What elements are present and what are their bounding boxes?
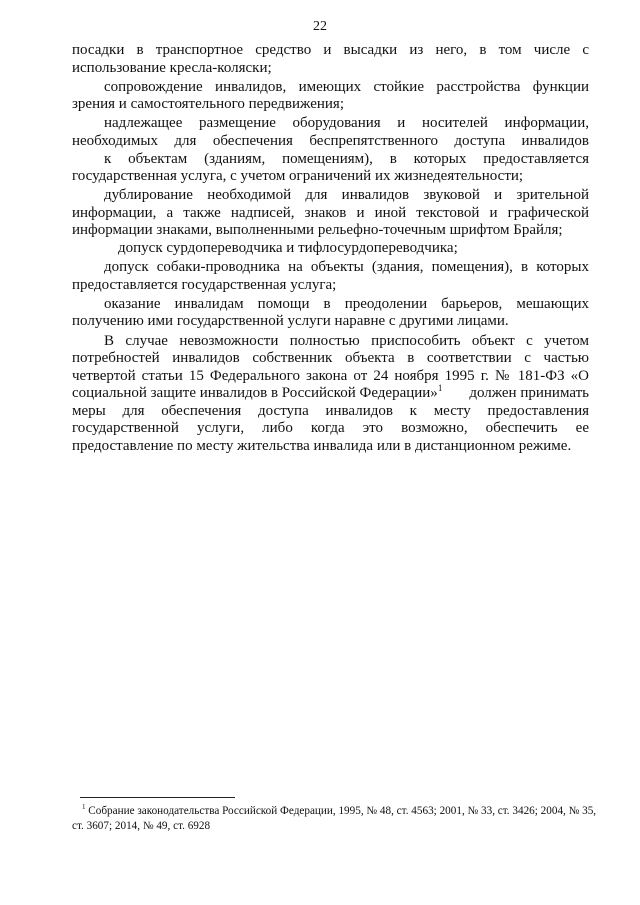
text-line: государственной услуги, либо когда это возможно, обеспечить ее xyxy=(72,420,589,437)
text-line: предоставляется государственная услуга; xyxy=(72,276,337,293)
text-line: сопровождение инвалидов, имеющих стойкие расстройства функции xyxy=(104,78,589,95)
text-line: надлежащее размещение оборудования и носителей информации, xyxy=(104,115,589,132)
text-line: информации, а также надписей, знаков и иной текстовой и графической xyxy=(72,204,589,221)
text-line: использование кресла-коляски; xyxy=(72,59,272,76)
text-line: В случае невозможности полностью приспособить объект с учетом xyxy=(104,332,589,349)
text-line: меры для обеспечения доступа инвалидов к месту предоставления xyxy=(72,402,589,419)
text-line: предоставление по месту жительства инвалида или в дистанционном режиме. xyxy=(72,438,572,455)
text-line: дублирование необходимой для инвалидов звуковой и зрительной xyxy=(104,187,589,204)
text-line: зрения и самостоятельного передвижения; xyxy=(72,96,344,113)
footnote-reference: 1 xyxy=(437,383,443,394)
page-number: 22 xyxy=(313,19,327,34)
text-line: информации знаками, выполненными рельефно-точечным шрифтом Брайля; xyxy=(72,222,563,239)
text-line: к объектам (зданиям, помещениям), в которых предоставляется xyxy=(104,150,589,167)
footnote-divider xyxy=(80,797,235,798)
footnote-line: ст. 3607; 2014, № 49, ст. 6928 xyxy=(72,820,211,832)
text-line: государственная услуга, с учетом ограничений их жизнедеятельности; xyxy=(72,168,524,185)
text-line: потребностей инвалидов собственник объекта в соответствии с частью xyxy=(72,350,589,367)
footnote-line xyxy=(72,803,597,819)
text-fragment: должен принимать xyxy=(469,385,589,402)
text-line: посадки в транспортное средство и высадки из него, в том числе с xyxy=(72,42,589,58)
text-fragment: социальной защите инвалидов в Российской Федерации» xyxy=(72,385,438,402)
text-line: необходимых для обеспечения беспрепятственного доступа инвалидов xyxy=(72,132,589,149)
footnote-text: Собрание законодательства Российской Федерации, 1995, № 48, ст. 4563; 2001, № 33, ст. 3426; 2004, № 35, xyxy=(88,805,597,817)
text-line: допуск сурдопереводчика и тифлосурдопереводчика; xyxy=(118,240,458,257)
text-line: допуск собаки-проводника на объекты (здания, помещения), в которых xyxy=(104,259,589,276)
text-line: получению ими государственной услуги наравне с другими лицами. xyxy=(72,313,509,330)
text-line: четвертой статьи 15 Федерального закона от 24 ноября 1995 г. № 181-ФЗ «О xyxy=(72,367,589,384)
footnote xyxy=(72,803,597,834)
body-text xyxy=(72,42,589,456)
text-line: оказание инвалидам помощи в преодолении барьеров, мешающих xyxy=(104,295,589,312)
text-line xyxy=(72,385,589,403)
footnote-marker: 1 xyxy=(82,803,86,811)
